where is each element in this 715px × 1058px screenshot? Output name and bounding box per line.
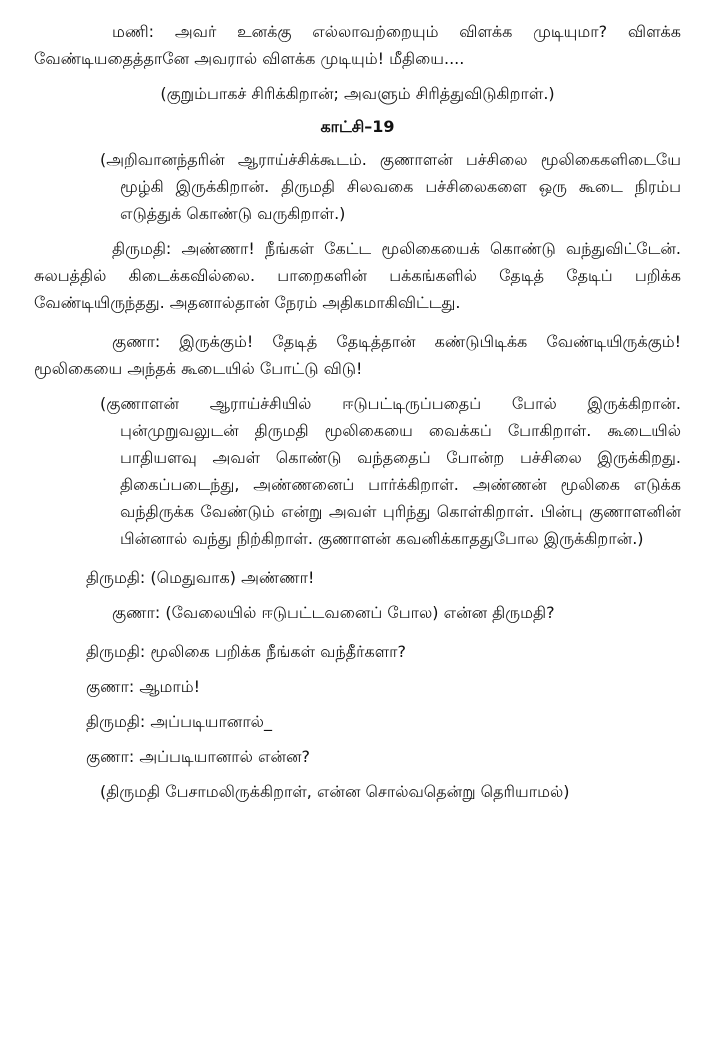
stage-direction-scene-setting: (அறிவானந்தரின் ஆராய்ச்சிக்கூடம். குணாளன் பச்சிலை மூலிகைகளிடையே மூழ்கி இருக்கிறான். திருமதி சிலவகை பச்சிலைகளை ஒரு கூடை நிரம்ப எடுத்துக் கொண்டு வருகிறாள்.) (100, 150, 681, 223)
stage-direction-silent: (திருமதி பேசாமலிருக்கிறாள், என்ன சொல்வதென்று தெரியாமல்) (100, 782, 570, 801)
dialogue-thirumathi-2: திருமதி: (மெதுவாக) அண்ணா! (86, 568, 315, 587)
dialogue-guna-4: குணா: அப்படியானால் என்ன? (86, 747, 310, 766)
stage-direction-research: (குணாளன் ஆராய்ச்சியில் ஈடுபட்டிருப்பதைப் போல் இருக்கிறான். புன்முறுவலுடன் திருமதி மூலிகையை வைக்கப் போகிறாள். கூடையில் பாதியளவு அவள் கொண்டு வந்ததைப் போன்ற பச்சிலை இருக்கிறது. திகைப்படைந்து, அண்ணனைப் பார்க்கிறாள். அண்ணன் மூலிகை எடுக்க வந்திருக்க வேண்டும் என்று அவள் புரிந்து கொள்கிறாள். பின்பு குணாளனின் பின்னால் வந்து நிற்கிறாள். குணாளன் கவனிக்காததுபோல இருக்கிறான்.) (100, 394, 681, 548)
stage-direction-smile: (குறும்பாகச் சிரிக்கிறான்; அவளும் சிரித்துவிடுகிறாள்.) (160, 84, 555, 103)
dialogue-thirumathi-3: திருமதி: மூலிகை பறிக்க நீங்கள் வந்தீர்களா? (86, 642, 407, 661)
dialogue-thirumathi-1: திருமதி: அண்ணா! நீங்கள் கேட்ட மூலிகையைக் கொண்டு வந்துவிட்டேன். சுலபத்தில் கிடைக்கவில்லை. பாறைகளின் பக்கங்களில் தேடித் தேடிப் பறிக்க வேண்டியிருந்தது. அதனால்தான் நேரம் அதிகமாகிவிட்டது. (34, 239, 681, 312)
scene-title: காட்சி–19 (320, 117, 395, 136)
dialogue-guna-2: குணா: (வேலையில் ஈடுபட்டவனைப் போல) என்ன திருமதி? (112, 603, 555, 622)
dialogue-mani: மணி: அவர் உனக்கு எல்லாவற்றையும் விளக்க முடியுமா? விளக்க வேண்டியதைத்தானே அவரால் விளக்க முடியும்! மீதியை.... (34, 22, 681, 68)
dialogue-guna-3: குணா: ஆமாம்! (86, 677, 201, 696)
dialogue-thirumathi-4: திருமதி: அப்படியானால்_ (86, 712, 272, 731)
dialogue-guna-1: குணா: இருக்கும்! தேடித் தேடித்தான் கண்டுபிடிக்க வேண்டியிருக்கும்! மூலிகையை அந்தக் கூடையில் போட்டு விடு! (34, 332, 681, 378)
